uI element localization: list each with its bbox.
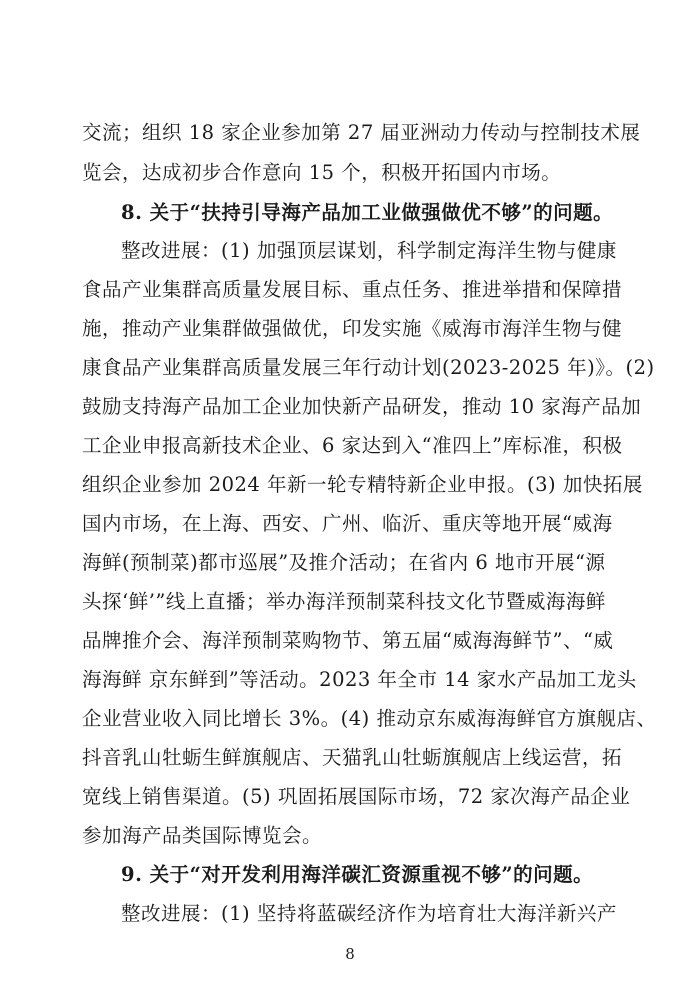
paragraph-line: 国内市场，在上海、西安、广州、临沂、重庆等地开展“威海: [82, 512, 613, 535]
section-heading-8: 8. 关于“扶持引导海产品加工业做强做优不够”的问题。: [121, 201, 614, 224]
paragraph-line: 工企业申报高新技术企业、6 家达到入“准四上”库标准，积极: [82, 434, 623, 457]
page-number: 8: [345, 945, 355, 963]
paragraph-line: 宽线上销售渠道。(5) 巩固拓展国际市场，72 家次海产品企业: [82, 785, 631, 808]
paragraph-line: 海鲜(预制菜)都市巡展”及推介活动；在省内 6 地市开展“源: [82, 551, 606, 574]
paragraph-line: 品牌推介会、海洋预制菜购物节、第五届“威海海鲜节”、“威: [82, 629, 614, 652]
paragraph-line: 鼓励支持海产品加工企业加快新产品研发，推动 10 家海产品加: [82, 395, 642, 418]
paragraph-line: 海海鲜 京东鲜到”等活动。2023 年全市 14 家水产品加工龙头: [82, 668, 637, 691]
paragraph-line: 食品产业集群高质量发展目标、重点任务、推进举措和保障措: [82, 278, 623, 301]
paragraph-line: 施，推动产业集群做强做优，印发实施《威海市海洋生物与健: [82, 317, 623, 340]
paragraph-line: 康食品产业集群高质量发展三年行动计划(2023-2025 年)》。(2): [82, 356, 655, 379]
paragraph-line: 览会，达成初步合作意向 15 个，积极开拓国内市场。: [82, 161, 562, 184]
paragraph-line: 交流；组织 18 家企业参加第 27 届亚洲动力传动与控制技术展: [82, 121, 641, 144]
paragraph-line: 参加海产品类国际博览会。: [82, 824, 323, 847]
paragraph-line: 组织企业参加 2024 年新一轮专精特新企业申报。(3) 加快拓展: [82, 473, 643, 496]
paragraph-line: 整改进展：(1) 加强顶层谋划，科学制定海洋生物与健康: [121, 239, 617, 262]
paragraph-line: 企业营业收入同比增长 3%。(4) 推动京东威海海鲜官方旗舰店、: [82, 707, 657, 730]
section-heading-9: 9. 关于“对开发利用海洋碳汇资源重视不够”的问题。: [121, 863, 594, 886]
paragraph-line: 整改进展：(1) 坚持将蓝碳经济作为培育壮大海洋新兴产: [121, 902, 617, 925]
paragraph-line: 头探‘鲜’”线上直播；举办海洋预制菜科技文化节暨威海海鲜: [82, 590, 606, 613]
paragraph-line: 抖音乳山牡蛎生鲜旗舰店、天猫乳山牡蛎旗舰店上线运营，拓: [82, 746, 623, 769]
